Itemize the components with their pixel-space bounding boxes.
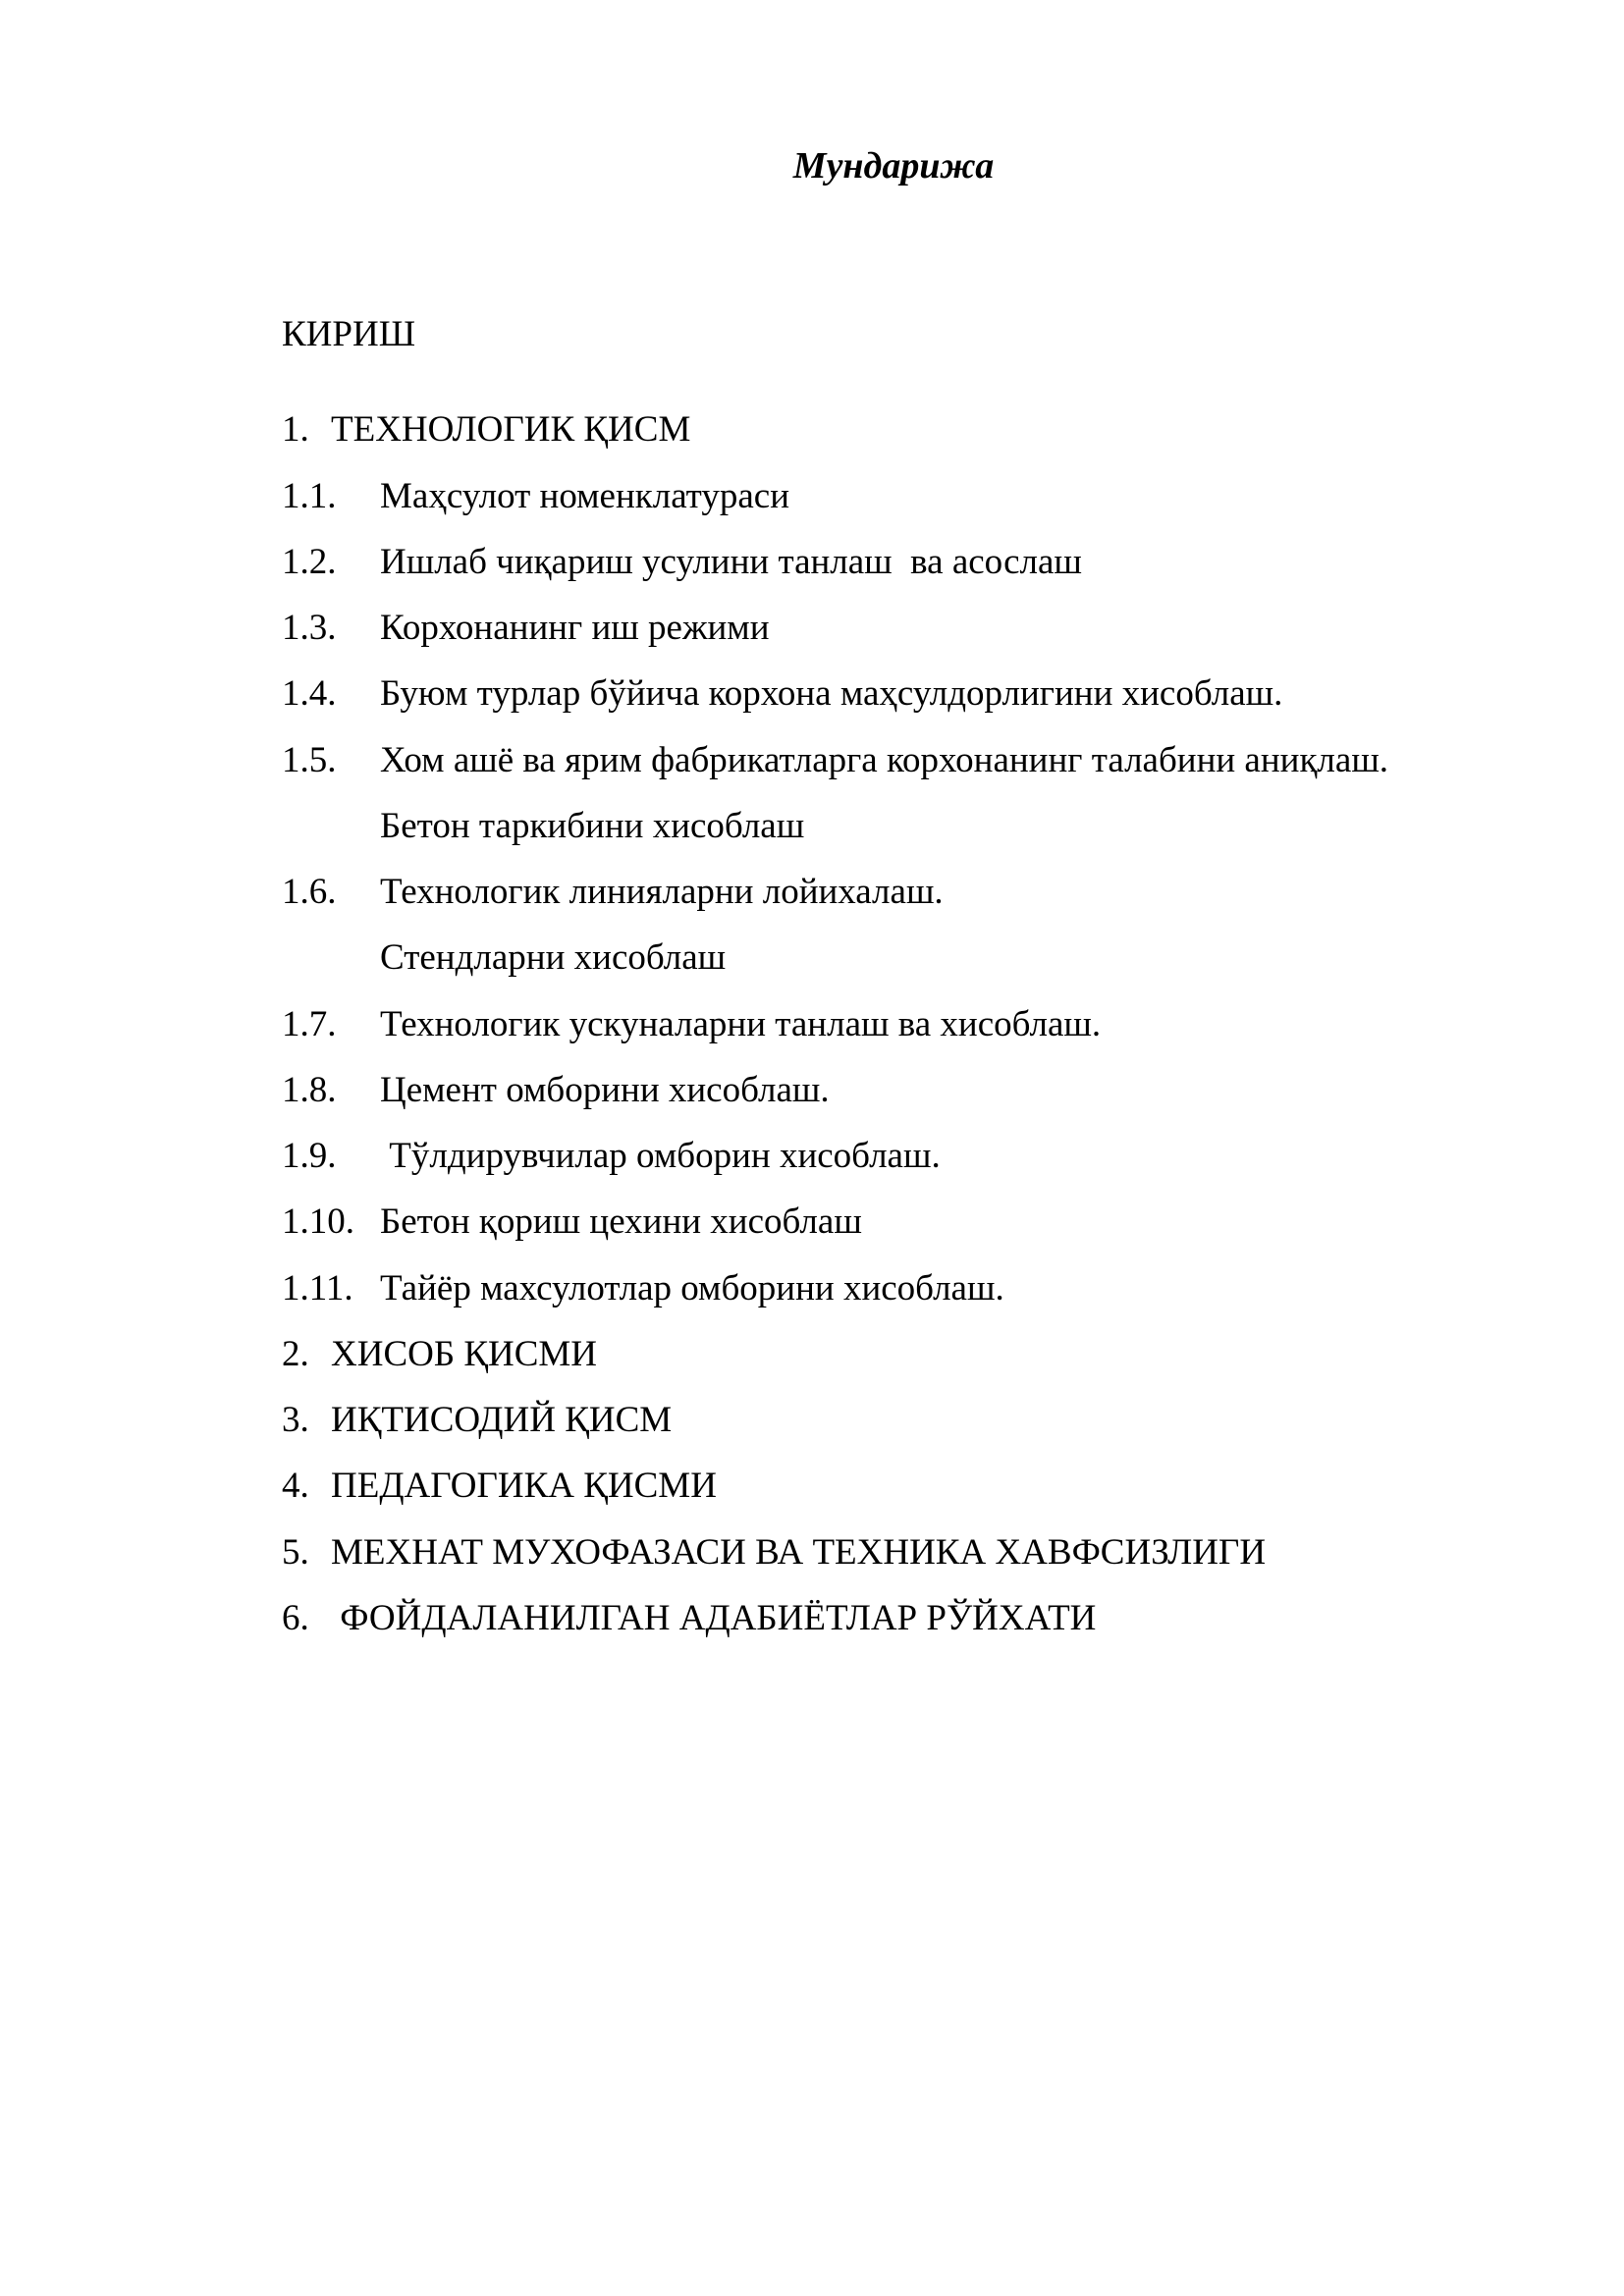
toc-item [0,1468,1624,1511]
toc-item [0,1534,1624,1577]
toc-item-title: Корхонанинг иш режими [380,608,770,648]
toc-item-number: 1.4. [282,673,337,714]
toc-item-title: ПЕДАГОГИКА ҚИСМИ [331,1466,717,1506]
toc-item-number: 1.5. [282,740,337,780]
toc-item [0,1402,1624,1445]
toc-item-number: 1.1. [282,476,337,516]
toc-item-number: 1.8. [282,1070,337,1110]
toc-item [0,1006,1624,1049]
toc-item-number: 1.7. [282,1004,337,1044]
toc-item-title: Тўлдирувчилар омборин хисоблаш. [380,1136,941,1176]
toc-item-title: Буюм турлар бўйича корхона маҳсулдорлигини хисоблаш. [380,673,1283,714]
toc-item [0,1270,1624,1313]
toc-item-title: Бетон таркибини хисоблаш [380,806,805,846]
toc-item-title: Хом ашё ва ярим фабрикатларга корхонанинг талабини аниқлаш. [380,740,1389,780]
document-title: Мундарижа [792,145,995,187]
toc-item-number: 3. [282,1400,309,1440]
toc-item-title: Технологик линияларни лойихалаш. [380,872,944,912]
toc-item-title: Цемент омборини хисоблаш. [380,1070,830,1110]
toc-item-continuation [0,808,1624,851]
toc-item-number: 6. [282,1598,309,1638]
toc-item-number: 1.6. [282,872,337,912]
toc-item [0,411,1624,454]
toc-item-number: 1.11. [282,1268,353,1308]
toc-item-number: 1.9. [282,1136,337,1176]
toc-item-title: ФОЙДАЛАНИЛГАН АДАБИЁТЛАР РЎЙХАТИ [331,1598,1097,1638]
toc-item-title: ИҚТИСОДИЙ ҚИСМ [331,1400,673,1440]
toc-item-number: 1.10. [282,1201,354,1242]
toc-item-title: Маҳсулот номенклатураси [380,476,789,516]
toc-item [0,675,1624,719]
toc-item [0,874,1624,917]
toc-item-number: 1.3. [282,608,337,648]
toc-item-number: 2. [282,1334,309,1374]
toc-item [0,544,1624,587]
toc-item [0,478,1624,521]
toc-item [0,1336,1624,1379]
toc-item-number: 4. [282,1466,309,1506]
toc-item [0,610,1624,653]
toc-item-number: 1.2. [282,542,337,582]
toc-item-title: ТЕХНОЛОГИК ҚИСМ [331,409,691,450]
toc-item-title: ХИСОБ ҚИСМИ [331,1334,598,1374]
toc-item-title: Технологик ускуналарни танлаш ва хисоблаш. [380,1004,1102,1044]
toc-item-number: 5. [282,1532,309,1573]
toc-item [0,1600,1624,1643]
toc-item [0,1203,1624,1247]
toc-item-number: 1. [282,409,309,450]
toc-item-title: Бетон қориш цехини хисоблаш [380,1201,862,1242]
toc-item-continuation [0,939,1624,983]
toc-item [0,1138,1624,1181]
toc-item-title: Ишлаб чиқариш усулини танлаш ва асослаш [380,542,1082,582]
toc-item-title: Стендларни хисоблаш [380,937,727,978]
toc-item-title: МЕХНАТ МУХОФАЗАСИ ВА ТЕХНИКА ХАВФСИЗЛИГИ [331,1532,1267,1573]
toc-item [0,1072,1624,1115]
toc-item [0,742,1624,785]
toc-intro: КИРИШ [282,314,416,354]
toc-item-title: Тайёр махсулотлар омборини хисоблаш. [380,1268,1004,1308]
